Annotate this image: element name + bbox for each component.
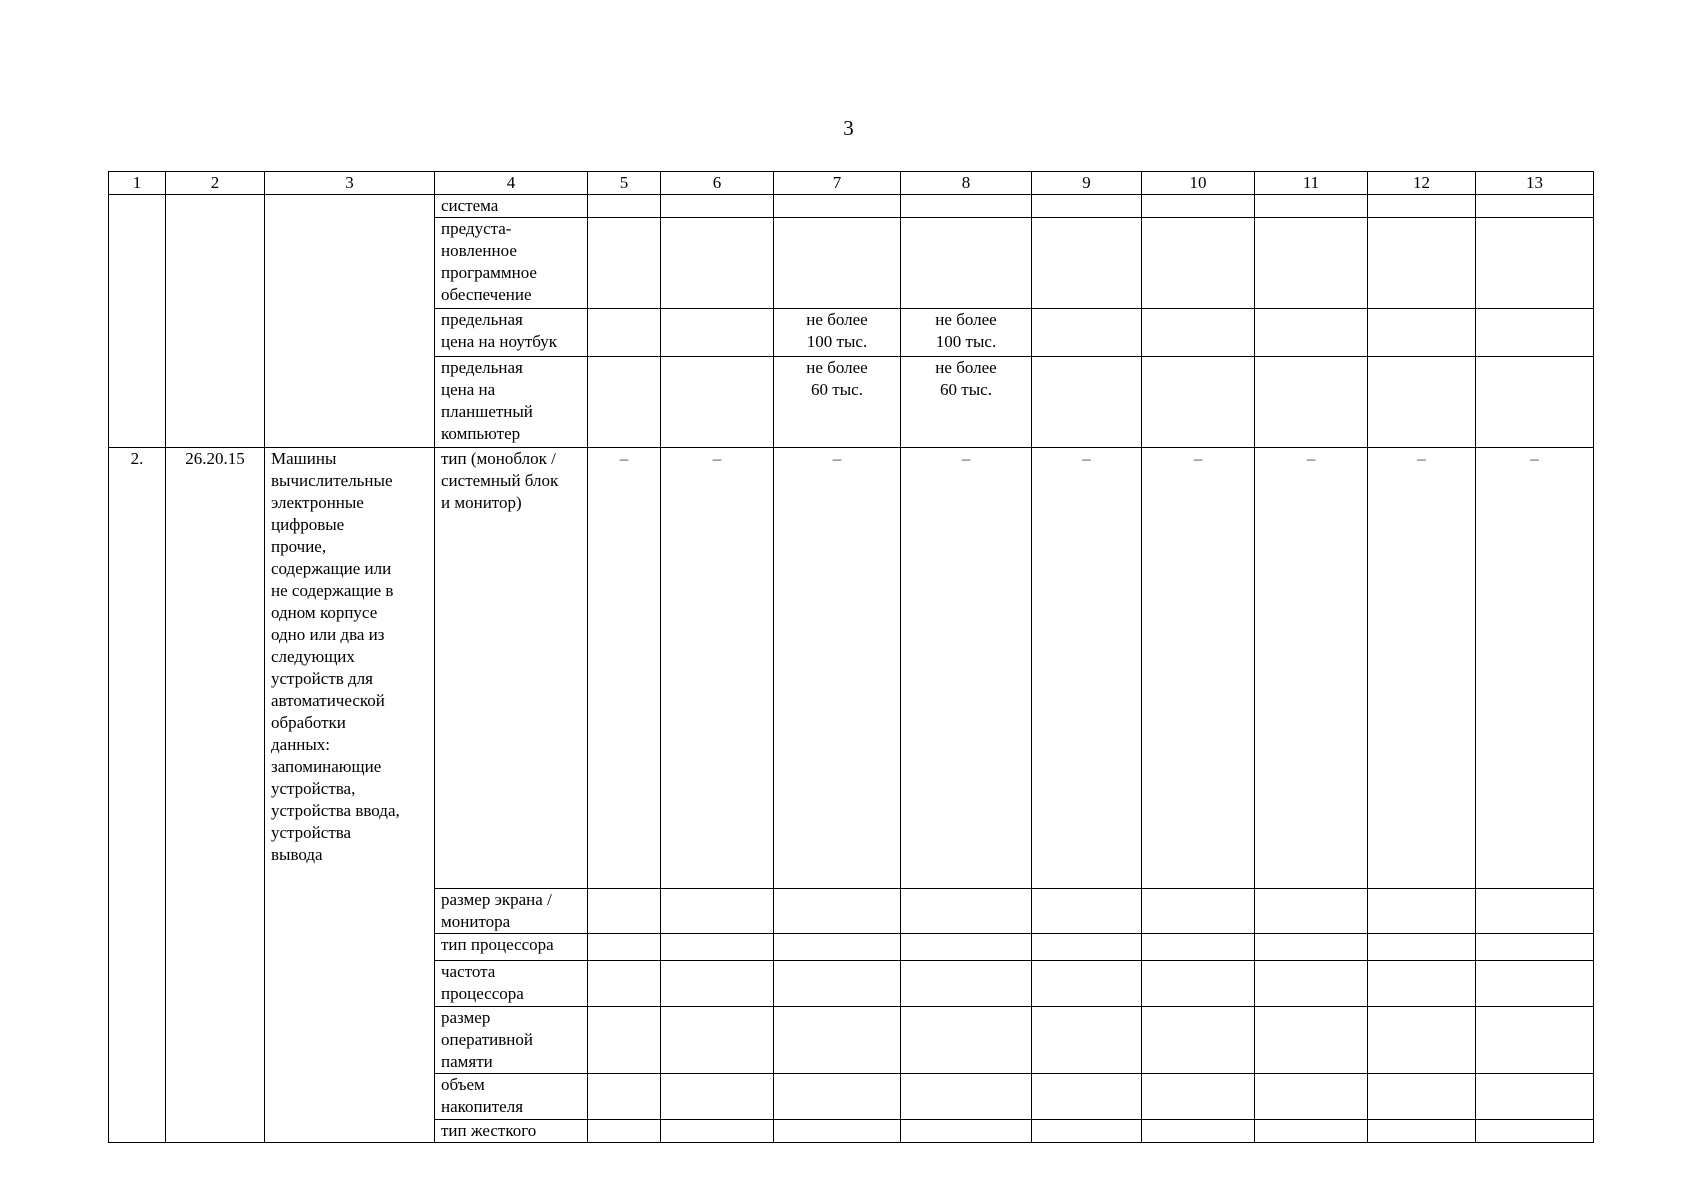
table-row: [109, 195, 1594, 218]
dash-cell: –: [588, 448, 661, 889]
value-cell: [774, 195, 901, 218]
characteristic-cell: тип жесткого: [435, 1120, 588, 1143]
column-number: 6: [661, 172, 774, 195]
column-number-row: [109, 172, 1594, 195]
characteristic-cell: тип (моноблок / системный блок и монитор): [435, 448, 588, 889]
column-number: 3: [265, 172, 435, 195]
column-number: 12: [1368, 172, 1476, 195]
characteristic-cell: размер оперативной памяти: [435, 1007, 588, 1074]
cell-empty: [166, 195, 265, 448]
characteristic-cell: частота процессора: [435, 961, 588, 1007]
characteristic-cell: предельная цена на планшетный компьютер: [435, 357, 588, 448]
characteristic-cell: тип процессора: [435, 934, 588, 961]
value-cell: [901, 195, 1032, 218]
column-number: 8: [901, 172, 1032, 195]
value-cell: не более 100 тыс.: [774, 309, 901, 357]
item-name: Машины вычислительные электронные цифровые прочие, содержащие или не содержащие в одном корпусе одно или два из следующих устройств для автоматической обработки данных: запоминающие устройства, устройства ввода, устройства вывода: [265, 448, 435, 1143]
column-number: 9: [1032, 172, 1142, 195]
dash-cell: –: [1142, 448, 1255, 889]
characteristic-cell: объем накопителя: [435, 1074, 588, 1120]
value-cell: [901, 218, 1032, 309]
table-row: [109, 448, 1594, 889]
value-cell: не более 60 тыс.: [901, 357, 1032, 448]
characteristic-cell: система: [435, 195, 588, 218]
dash-cell: –: [774, 448, 901, 889]
column-number: 11: [1255, 172, 1368, 195]
column-number: 10: [1142, 172, 1255, 195]
characteristic-cell: предуста- новленное программное обеспечение: [435, 218, 588, 309]
cell-empty: [265, 195, 435, 448]
column-number: 4: [435, 172, 588, 195]
dash-cell: –: [1032, 448, 1142, 889]
value-cell: не более 100 тыс.: [901, 309, 1032, 357]
characteristic-cell: предельная цена на ноутбук: [435, 309, 588, 357]
dash-cell: –: [1476, 448, 1594, 889]
column-number: 2: [166, 172, 265, 195]
dash-cell: –: [661, 448, 774, 889]
characteristic-cell: размер экрана / монитора: [435, 889, 588, 934]
column-number: 7: [774, 172, 901, 195]
page-number: 3: [843, 116, 854, 140]
column-number: 1: [109, 172, 166, 195]
requirements-table: [108, 171, 1594, 1143]
dash-cell: –: [1255, 448, 1368, 889]
column-number: 13: [1476, 172, 1594, 195]
dash-cell: –: [1368, 448, 1476, 889]
dash-cell: –: [901, 448, 1032, 889]
item-number: 2.: [109, 448, 166, 1143]
column-number: 5: [588, 172, 661, 195]
value-cell: [774, 218, 901, 309]
value-cell: не более 60 тыс.: [774, 357, 901, 448]
okpd-code: 26.20.15: [166, 448, 265, 1143]
cell-empty: [109, 195, 166, 448]
